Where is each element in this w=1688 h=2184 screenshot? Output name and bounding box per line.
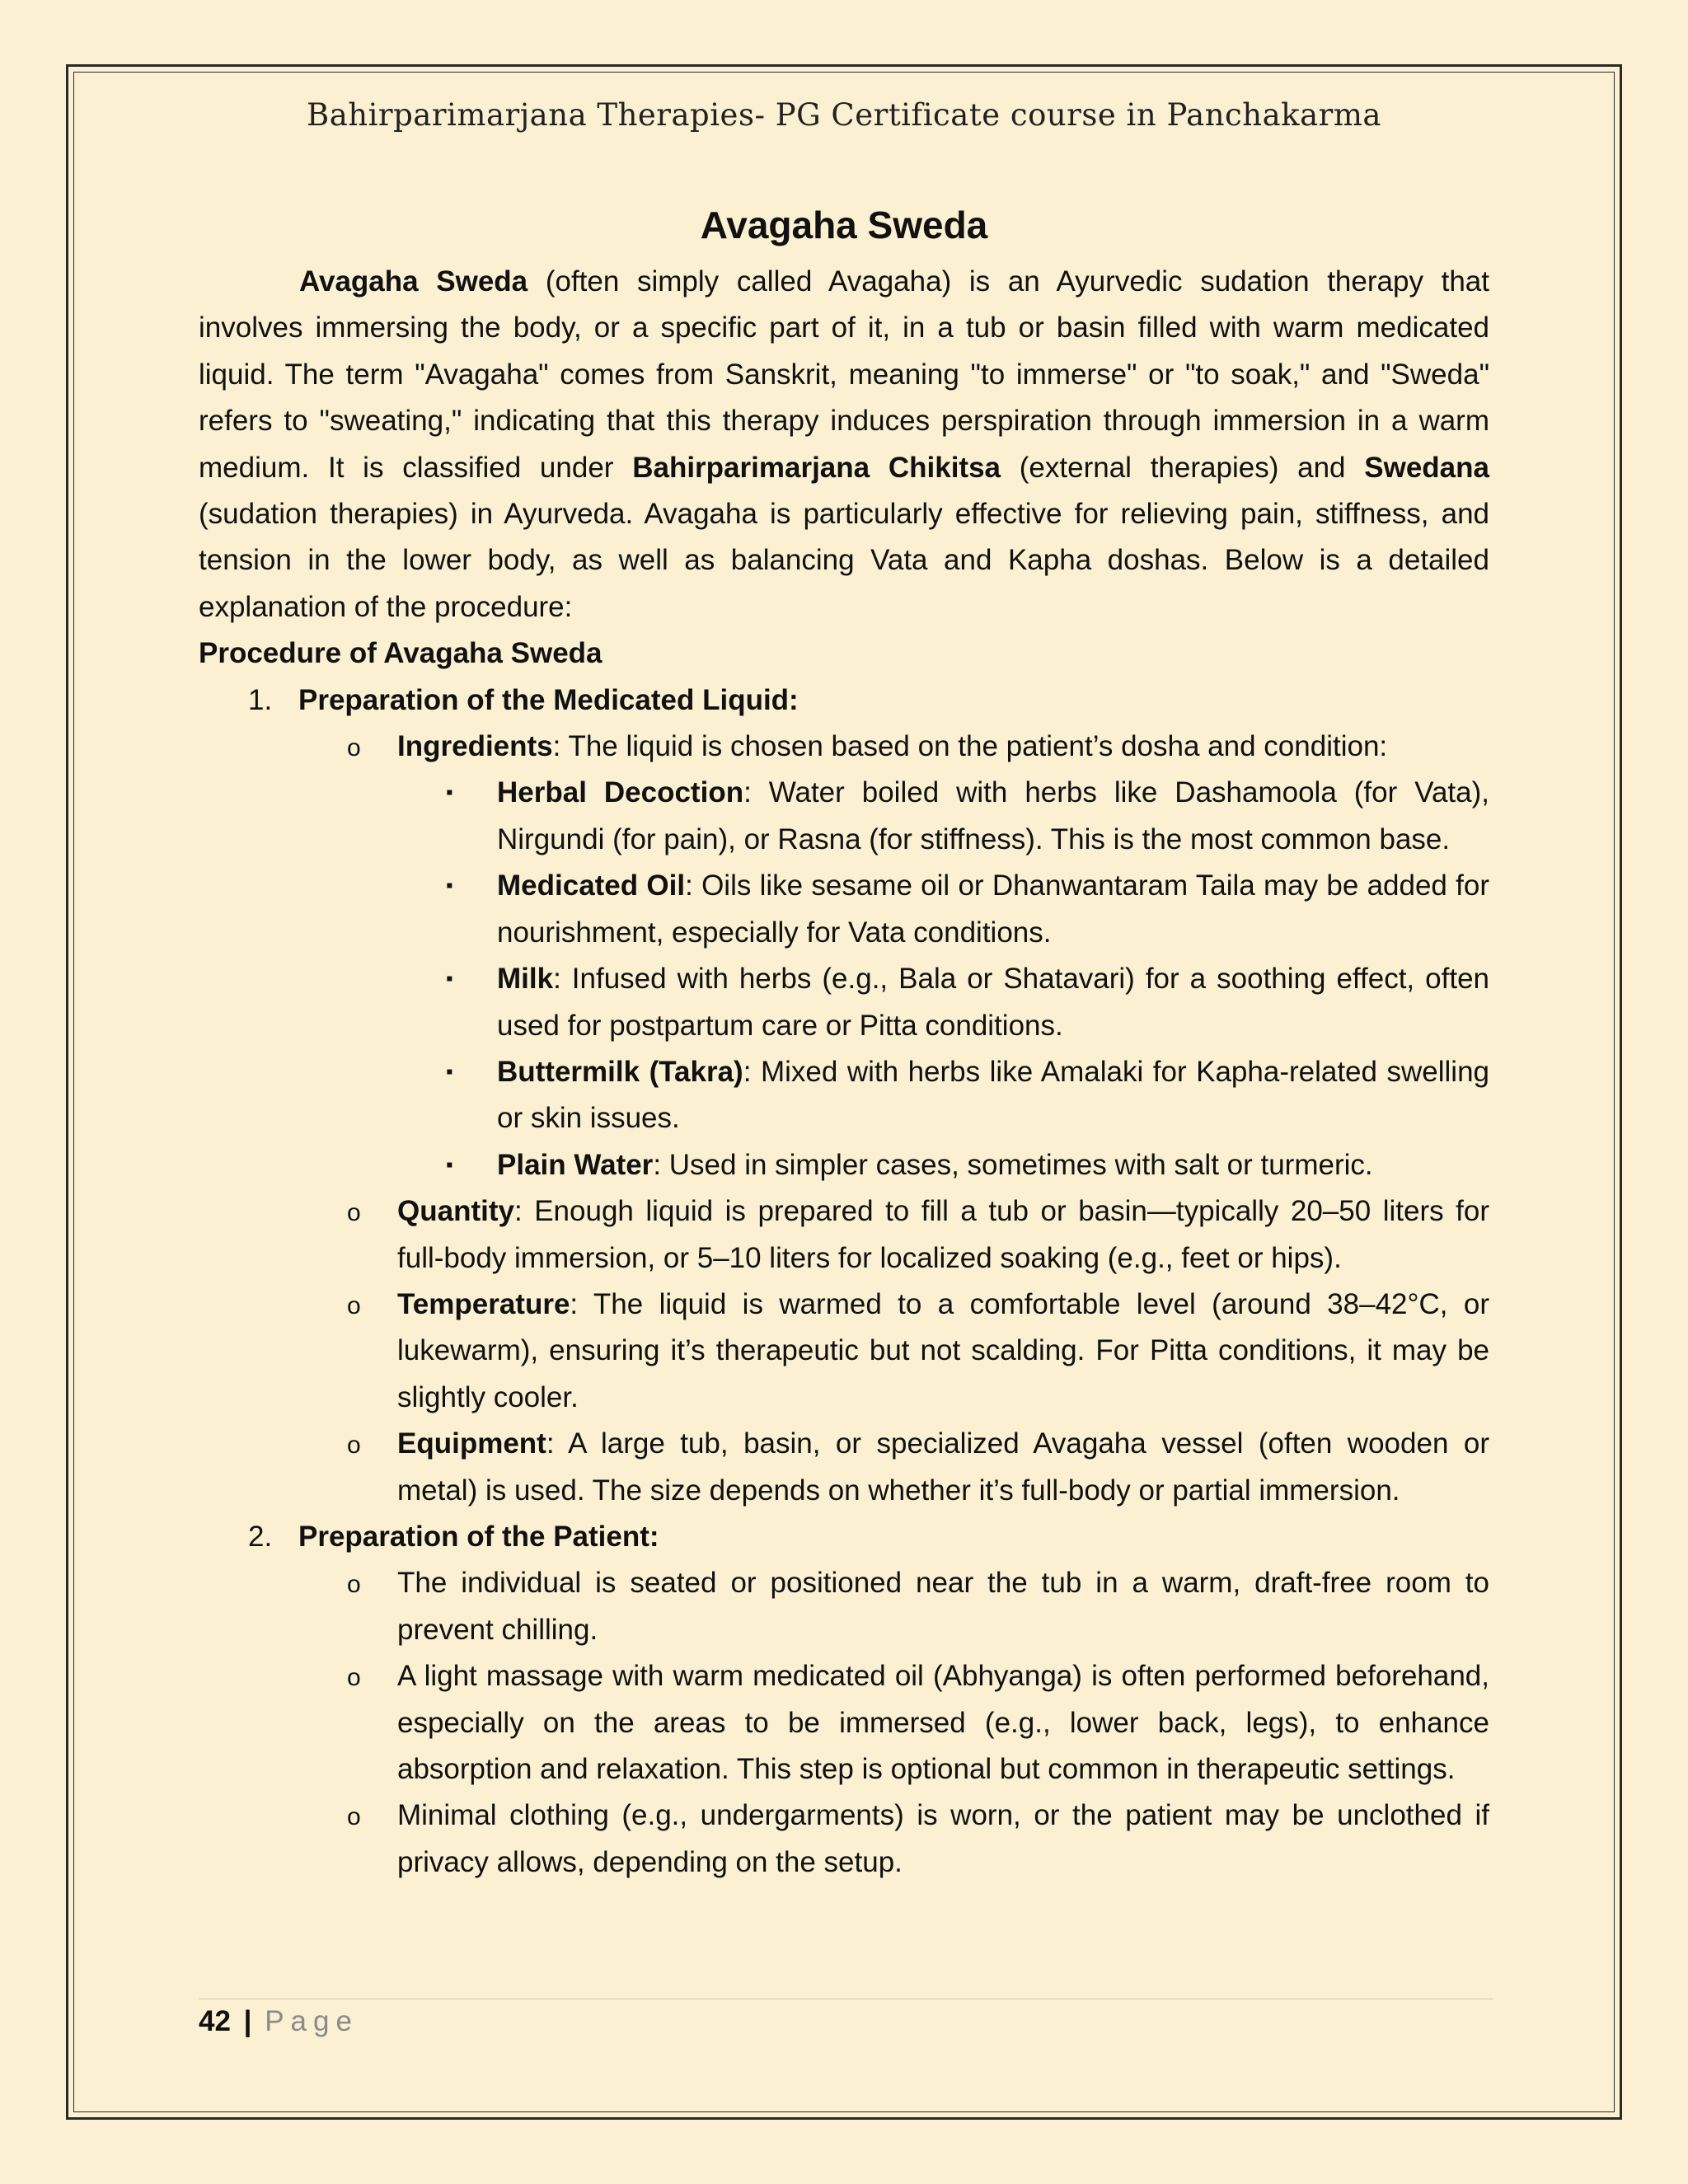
subitem-label: Milk [497,963,554,996]
page-footer [199,2005,359,2038]
item-label: Temperature [397,1287,570,1320]
list-item-temperature [199,1282,1489,1421]
sublist-item-buttermilk [199,1049,1489,1142]
square-bullet-icon: ▪ [446,1153,453,1176]
item-text: : The liquid is chosen based on the patient’s dosha and condition: [552,730,1388,763]
step-2 [199,1514,1489,1560]
circle-bullet-icon: o [347,1291,361,1319]
circle-bullet-icon: o [347,1664,361,1692]
list-item-abhyanga [199,1653,1489,1793]
sublist-item-medicated-oil [199,863,1489,956]
step-2-number: 2. [248,1520,273,1553]
item-text: Minimal clothing (e.g., undergarments) is worn, or the patient may be unclothed if privacy allows, depending on the setup. [397,1799,1489,1878]
step-1 [199,677,1489,724]
page-word: Page [265,2005,359,2037]
procedure-heading: Procedure of Avagaha Sweda [199,637,603,670]
circle-bullet-icon: o [347,1432,361,1460]
step-2-title: Preparation of the Patient: [298,1520,659,1553]
square-bullet-icon: ▪ [446,781,453,804]
intro-bold-2: Bahirparimarjana Chikitsa [632,451,1001,484]
list-item-ingredients [199,724,1489,770]
subitem-label: Plain Water [497,1148,654,1181]
intro-paragraph [199,259,1489,630]
running-header: Bahirparimarjana Therapies- PG Certificate course in Panchakarma [307,97,1381,133]
circle-bullet-icon: o [347,1803,361,1831]
list-item-quantity [199,1188,1489,1282]
subitem-text: : Water boiled with herbs like Dashamoola (for Vata), Nirgundi (for pain), or Rasna (for stiffness). This is the most common base. [497,776,1489,855]
item-text: : A large tub, basin, or specialized Avagaha vessel (often wooden or metal) is used. The size depends on whether it’s full-body or partial immersion. [397,1427,1489,1507]
circle-bullet-icon: o [347,1199,361,1227]
sublist-item-plain-water [199,1142,1489,1188]
list-item-patient-seating [199,1560,1489,1653]
sublist-item-milk [199,956,1489,1049]
square-bullet-icon: ▪ [446,1060,453,1083]
footer-separator: | [243,2005,252,2037]
item-label: Ingredients [397,730,553,763]
subitem-text: : Infused with herbs (e.g., Bala or Shatavari) for a soothing effect, often used for postpartum care or Pitta conditions. [497,963,1489,1042]
circle-bullet-icon: o [347,1571,361,1599]
item-text: The individual is seated or positioned near the tub in a warm, draft-free room to prevent chilling. [397,1567,1489,1646]
intro-text-2: (external therapies) and [1001,451,1365,484]
item-text: A light massage with warm medicated oil (Abhyanga) is often performed beforehand, especially on the areas to be immersed (e.g., lower back, legs), to enhance absorption and relaxation. This step is optional but common in therapeutic settings. [397,1660,1489,1785]
page-number: 42 [199,2005,231,2037]
subitem-text: : Mixed with herbs like Amalaki for Kapha-related swelling or skin issues. [497,1055,1490,1135]
page-title: Avagaha Sweda [700,204,988,246]
list-item-clothing [199,1793,1489,1886]
sublist-item-herbal-decoction [199,770,1489,863]
step-1-number: 1. [248,683,273,716]
step-1-title: Preparation of the Medicated Liquid: [298,683,799,716]
square-bullet-icon: ▪ [446,968,453,991]
document-body [199,259,1489,1886]
item-text: : Enough liquid is prepared to fill a tub or basin—typically 20–50 liters for full-body immersion, or 5–10 liters for localized soaking (e.g., feet or hips). [397,1195,1489,1274]
intro-text-3: (sudation therapies) in Ayurveda. Avagaha is particularly effective for relieving pain, stiffness, and tension in the lower body, as well as balancing Vata and Kapha doshas. Below is a detailed explanation of the procedure: [199,498,1489,623]
subitem-label: Herbal Decoction [497,776,744,809]
item-label: Quantity [397,1195,514,1228]
subitem-label: Buttermilk (Takra) [497,1055,743,1088]
circle-bullet-icon: o [347,734,361,762]
subitem-text: : Oils like sesame oil or Dhanwantaram Taila may be added for nourishment, especially for Vata conditions. [497,869,1489,949]
square-bullet-icon: ▪ [446,874,453,898]
intro-bold-3: Swedana [1364,451,1489,484]
item-label: Equipment [397,1427,546,1460]
intro-lead-bold: Avagaha Sweda [299,265,528,298]
intro-text-1: (often simply called Avagaha) is an Ayurvedic sudation therapy that involves immersing the body, or a specific part of it, in a tub or basin filled with warm medicated liquid. The term "Avagaha" comes from Sanskrit, meaning "to immerse" or "to soak," and "Sweda" refers to "sweating," indicating that this therapy induces perspiration through immersion in a warm medium. It is classified under [199,265,1490,484]
item-text: : The liquid is warmed to a comfortable level (around 38–42°C, or lukewarm), ensuring it’s therapeutic but not scalding. For Pitta conditions, it may be slightly cooler. [397,1287,1489,1413]
list-item-equipment [199,1421,1489,1514]
subitem-label: Medicated Oil [497,869,686,902]
subitem-text: : Used in simpler cases, sometimes with salt or turmeric. [653,1148,1373,1181]
